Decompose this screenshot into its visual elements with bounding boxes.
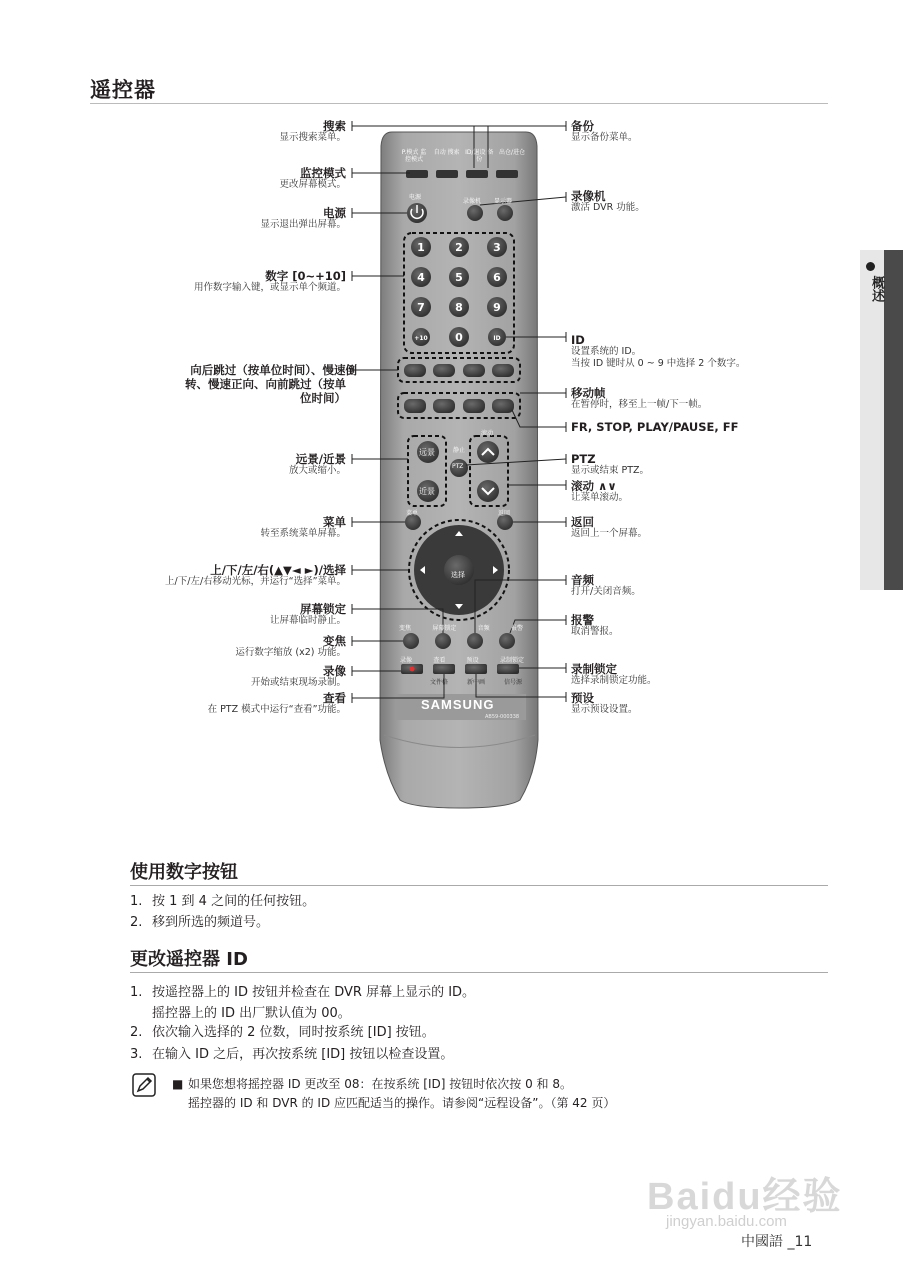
- callout-monitor-mode-desc: 更改屏幕模式。: [279, 179, 346, 190]
- remote-label-pip: 新中画: [466, 679, 485, 686]
- remote-label-ptz: PTZ: [452, 463, 464, 470]
- callout-digital-zoom-title: 变焦: [323, 634, 346, 648]
- remote-label-zoom: 变焦: [399, 625, 412, 632]
- remote-label-preset: 预设: [466, 657, 479, 664]
- callout-skip-title-3: 位时间）: [300, 391, 346, 405]
- callout-frame-title: 移动帧: [571, 386, 606, 400]
- svg-text:4: 4: [417, 271, 425, 284]
- section-heading-change-id: 更改遥控器 ID: [130, 949, 248, 970]
- watermark-url: jingyan.baidu.com: [666, 1213, 787, 1230]
- svg-text:3: 3: [493, 241, 501, 254]
- callout-power-title: 电源: [323, 206, 346, 220]
- list-item: 2. 依次输入选择的 2 位数，同时按系统 [ID] 按钮。: [130, 1025, 435, 1040]
- section-rule: [130, 885, 828, 886]
- remote-label-freeze-screen: 屏幕锁定: [432, 625, 457, 632]
- callout-alarm-desc: 取消警报。: [571, 626, 619, 637]
- callout-ptz-desc: 显示或结束 PTZ。: [571, 465, 650, 476]
- callout-menu-desc: 转至系统菜单屏幕。: [260, 528, 346, 539]
- callout-menu-title: 菜单: [323, 515, 346, 529]
- callout-transport-title: FR, STOP, PLAY/PAUSE, FF: [571, 420, 739, 434]
- watermark-logo: Baidu经验: [647, 1176, 843, 1218]
- callout-record-desc: 开始或结束现场录制。: [250, 677, 346, 688]
- svg-text:8: 8: [455, 301, 463, 314]
- remote-label-record: 录像: [400, 657, 413, 664]
- list-item-text: 按 1 到 4 之间的任何按钮。: [152, 894, 316, 909]
- callout-rec-lock-desc: 选择录制锁定功能。: [571, 675, 657, 686]
- list-item: 1. 按 1 到 4 之间的任何按钮。: [130, 894, 316, 909]
- callout-record-title: 录像: [323, 664, 346, 678]
- callout-freeze-desc: 让屏幕临时静止。: [269, 615, 346, 626]
- callout-search-title: 搜索: [323, 119, 346, 133]
- callout-preset-desc: 显示预设设置。: [571, 704, 638, 715]
- note-line-2: 摇控器的 ID 和 DVR 的 ID 应匹配适当的操作。请参阅“远程设备”。（第 42 页）: [188, 1096, 616, 1110]
- callout-audio-title: 音频: [571, 573, 594, 587]
- callout-backup-title: 备份: [571, 119, 594, 133]
- callout-zoom-desc: 放大或缩小。: [288, 465, 346, 476]
- page-title: 遥控器: [90, 78, 156, 102]
- svg-text:5: 5: [455, 271, 463, 284]
- remote-label-search: 自动 搜索: [433, 149, 460, 156]
- callout-dpad-title: 上/下/左/右(▲▼◄ ►)/选择: [210, 563, 346, 577]
- remote-row-b: [400, 655, 524, 664]
- callout-dvr-title: 录像机: [571, 189, 606, 203]
- list-item: 1. 按遥控器上的 ID 按钮并检查在 DVR 屏幕上显示的 ID。: [130, 985, 476, 1000]
- callout-power-desc: 显示退出弹出屏幕。: [260, 219, 346, 230]
- callout-id-title: ID: [571, 333, 585, 347]
- svg-text:+10: +10: [414, 335, 428, 342]
- callout-scroll-desc: 让菜单滚动。: [571, 492, 629, 503]
- callout-freeze-title: 屏幕锁定: [300, 602, 346, 616]
- remote-label-eject: 出仓/进仓: [498, 149, 525, 156]
- callout-numbers-desc: 用作数字输入键，或显示单个频道。: [193, 282, 346, 293]
- callout-preset-title: 预设: [571, 691, 594, 705]
- note-icon: [132, 1073, 156, 1097]
- callout-dvr-desc: 激活 DVR 功能。: [571, 202, 645, 213]
- list-item: 2. 移到所选的频道号。: [130, 915, 270, 930]
- callout-rec-lock-title: 录制锁定: [571, 662, 617, 676]
- svg-text:6: 6: [493, 271, 501, 284]
- callout-dpad-desc: 上/下/左/右移动光标，并运行“选择”菜单。: [165, 576, 346, 587]
- remote-label-backup: ID/退设 备份: [465, 149, 494, 163]
- remote-brand: SAMSUNG: [421, 697, 495, 712]
- callout-digital-zoom-desc: 运行数字缩放 (x2) 功能。: [235, 647, 346, 658]
- callout-frame-desc: 在暂停时，移至上一帧/下一帧。: [571, 399, 708, 410]
- callout-id-desc-2: 当按 ID 键时从 0 ~ 9 中选择 2 个数字。: [571, 358, 746, 369]
- remote-label-rec-lock: 录制锁定: [499, 657, 524, 664]
- callout-search-desc: 显示搜索菜单。: [279, 132, 346, 143]
- remote-label-return: 返回: [498, 510, 511, 517]
- remote-label-rec: 录像机: [463, 198, 482, 205]
- svg-text:1: 1: [417, 241, 425, 254]
- remote-label-file: 文件格: [430, 679, 449, 686]
- svg-text:9: 9: [493, 301, 501, 314]
- remote-row-c: [430, 677, 522, 686]
- remote-row-a: [399, 623, 523, 632]
- remote-label-menu: 菜单: [406, 510, 419, 517]
- callout-skip-title-1: 向后跳过（按单位时间）、慢速倒: [190, 363, 357, 377]
- callout-id-desc: 设置系统的 ID。: [571, 346, 642, 357]
- list-item-subtext: 摇控器上的 ID 出厂默认值为 00。: [152, 1006, 351, 1021]
- callout-zoom-title: 远景/近景: [295, 452, 346, 466]
- callout-ptz-title: PTZ: [571, 452, 596, 466]
- list-item-text: 移到所选的频道号。: [152, 915, 270, 930]
- list-item-text: 在输入 ID 之后，再次按系统 [ID] 按钮以检查设置。: [152, 1047, 454, 1062]
- callout-return-title: 返回: [571, 515, 594, 529]
- remote-label-audio: 音频: [477, 625, 490, 632]
- remote-label-power: 电源: [409, 194, 422, 201]
- svg-text:7: 7: [417, 301, 425, 314]
- callout-backup-desc: 显示备份菜单。: [571, 132, 638, 143]
- remote-label-select: 选择: [451, 571, 465, 579]
- remote-label-source: 信号源: [503, 679, 522, 686]
- svg-text:0: 0: [455, 331, 463, 344]
- remote-label-zoom-in: 远景: [419, 448, 435, 457]
- svg-text:ID: ID: [493, 335, 501, 342]
- remote-label-view: 查看: [433, 657, 446, 664]
- section-heading-number-buttons: 使用数字按钮: [130, 862, 238, 883]
- list-item: 3. 在输入 ID 之后，再次按系统 [ID] 按钮以检查设置。: [130, 1047, 454, 1062]
- callout-view-desc: 在 PTZ 模式中运行“查看”功能。: [207, 704, 346, 715]
- remote-label-monitor: 显示器: [494, 198, 513, 205]
- callout-monitor-mode-title: 监控模式: [300, 166, 346, 180]
- side-tab-label: 概述: [869, 276, 884, 302]
- callout-skip-title-2: 转、慢速正向、向前跳过（按单: [185, 377, 346, 391]
- callout-view-title: 查看: [323, 691, 346, 705]
- remote-label-freeze: 静止: [453, 447, 466, 454]
- remote-label-monitor-mode: P.模式 监控模式: [401, 149, 427, 163]
- callout-return-desc: 返回上一个屏幕。: [571, 528, 648, 539]
- list-item-text: 按遥控器上的 ID 按钮并检查在 DVR 屏幕上显示的 ID。: [152, 985, 476, 1000]
- list-item-text: 依次输入选择的 2 位数，同时按系统 [ID] 按钮。: [152, 1025, 435, 1040]
- svg-text:2: 2: [455, 241, 463, 254]
- remote-top-labels: [399, 149, 527, 163]
- page-footer: 中國語 _11: [741, 1234, 813, 1250]
- callout-scroll-title: 滚动 ∧∨: [571, 479, 617, 493]
- section-rule: [130, 972, 828, 973]
- remote-label-scroll: 滚动: [481, 430, 494, 437]
- callout-audio-desc: 打开/关闭音频。: [571, 586, 641, 597]
- remote-model: AB59-000338: [485, 714, 520, 720]
- note-line-1: 如果您想将摇控器 ID 更改至 08：在按系统 [ID] 按钮时依次按 0 和 8。: [188, 1077, 572, 1091]
- remote-label-zoom-out: 近景: [419, 487, 435, 496]
- callout-numbers-title: 数字 [0~+10]: [265, 269, 346, 283]
- callout-alarm-title: 报警: [571, 613, 594, 627]
- remote-label-alarm: 报警: [510, 625, 523, 632]
- note-bullet-icon: ■: [172, 1077, 184, 1091]
